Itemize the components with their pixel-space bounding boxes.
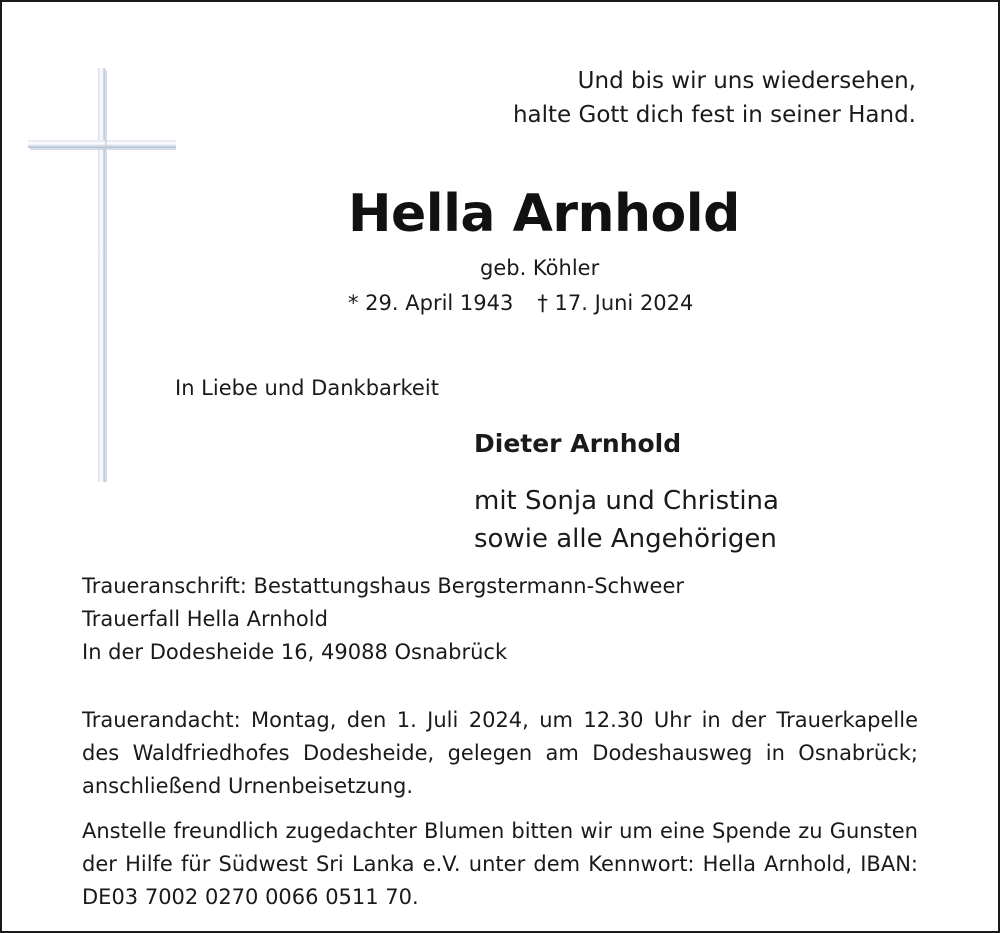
cross-icon [28,68,178,482]
birth-name: geb. Köhler [480,256,600,280]
address-line-1: Traueranschrift: Bestattungshaus Bergstermann-Schweer [82,574,685,598]
family-line-1: mit Sonja und Christina [474,486,779,516]
quote [513,64,916,132]
address-line-3: In der Dodesheide 16, 49088 Osnabrück [82,640,508,664]
mourners-intro: In Liebe und Dankbarkeit [175,376,439,400]
address-line-2: Trauerfall Hella Arnhold [82,607,328,631]
deceased-name: Hella Arnhold [348,184,740,244]
mourning-address [82,570,684,669]
quote-line-1: Und bis wir uns wiedersehen, [577,68,916,94]
life-dates [348,289,693,317]
family-lines [474,482,779,558]
family-line-2: sowie alle Angehörigen [474,524,777,554]
quote-line-2: halte Gott dich fest in seiner Hand. [512,102,916,128]
service-info: Trauerandacht: Montag, den 1. Juli 2024, um 12.30 Uhr in der Trauerkapelle des Waldfriedhofes Dodesheide, gelegen am Dodeshausweg in Osnabrück; anschließend Urnenbeisetzung. [82,708,918,798]
donation-info: Anstelle freundlich zugedachter Blumen bitten wir um eine Spende zu Gunsten der Hilfe für Südwest Sri Lanka e.V. unter dem Kennwort: Hella Arnhold, IBAN: DE03 7002 0270 0066 0511 70. [82,819,918,909]
main-mourner: Dieter Arnhold [474,429,682,458]
death-date: † 17. Juni 2024 [537,291,694,315]
birth-date: * 29. April 1943 [348,291,514,315]
